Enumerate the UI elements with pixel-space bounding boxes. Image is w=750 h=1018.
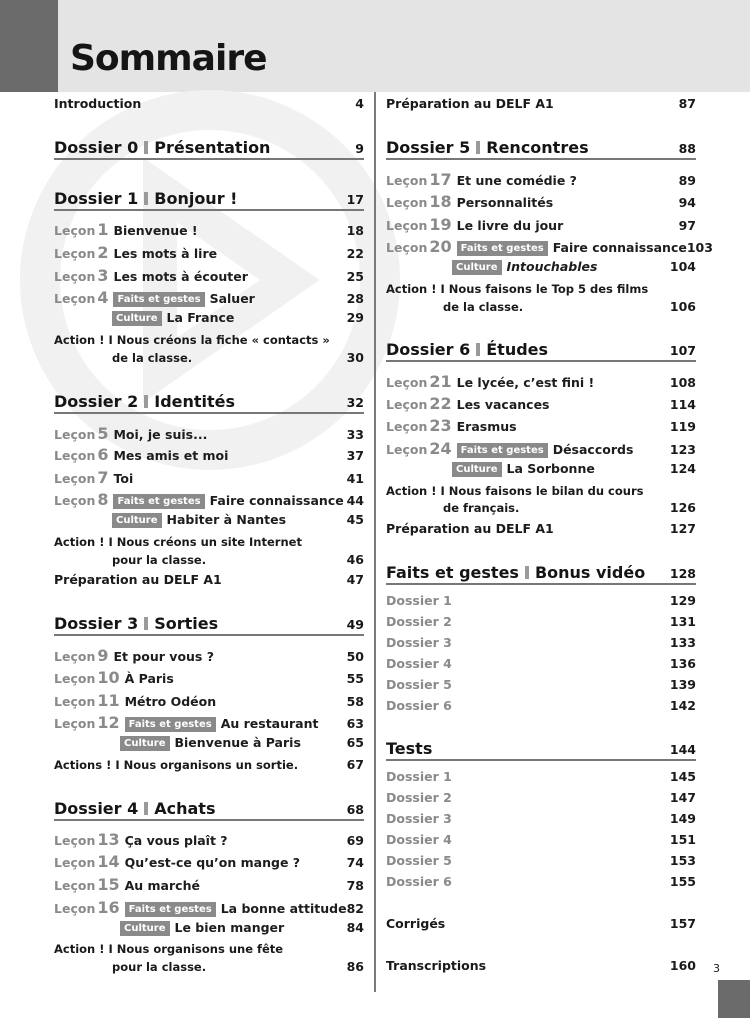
lecon-number: 3 — [97, 266, 109, 285]
toc-entry-lecon-19[interactable] — [386, 215, 696, 234]
lecon-title: Le lycée, c’est fini ! — [456, 375, 595, 390]
entry-label: Dossier 5 — [386, 677, 452, 692]
lecon-number: 12 — [97, 713, 120, 732]
lecon-number: 15 — [97, 875, 120, 894]
lecon-title: Moi, je suis... — [113, 427, 208, 442]
dossier-label: Dossier 4 — [54, 799, 139, 818]
entry-page: 87 — [678, 96, 696, 111]
dossier-name: Présentation — [154, 138, 271, 157]
lecon-title: Au restaurant — [220, 716, 319, 731]
section-header-dossier-1[interactable] — [54, 189, 364, 211]
page-number: 3 — [713, 962, 720, 975]
lecon-word: Leçon — [54, 694, 96, 709]
section-page: 68 — [346, 802, 364, 817]
culture-badge: Culture — [452, 462, 502, 477]
lecon-number: 20 — [429, 237, 452, 256]
entry-page: 46 — [346, 552, 364, 567]
toc-entry-delf-3[interactable] — [386, 521, 696, 536]
lecon-word: Leçon — [54, 833, 96, 848]
lecon-title: Métro Odéon — [124, 694, 217, 709]
toc-entry-delf-1[interactable] — [54, 572, 364, 587]
entry-label: Dossier 6 — [386, 874, 452, 889]
toc-entry-test-dossier-1[interactable] — [386, 769, 696, 784]
lecon-word: Leçon — [386, 375, 428, 390]
toc-entry-test-dossier-5[interactable] — [386, 853, 696, 868]
lecon-title: Personnalités — [456, 195, 554, 210]
lecon-number: 4 — [97, 288, 109, 307]
entry-label: Dossier 2 — [386, 790, 452, 805]
separator-bar — [144, 802, 148, 815]
dossier-name: Identités — [154, 392, 236, 411]
faits-et-gestes-badge: Faits et gestes — [457, 241, 548, 256]
entry-page: 4 — [355, 96, 364, 111]
entry-page: 108 — [669, 375, 696, 390]
lecon-number: 21 — [429, 372, 452, 391]
action-line: Action ! I Nous faisons le Top 5 des films — [386, 282, 649, 296]
entry-page: 147 — [669, 790, 696, 805]
lecon-number: 24 — [429, 439, 452, 458]
lecon-number: 6 — [97, 445, 109, 464]
toc-entry-lecon-24[interactable] — [386, 439, 696, 459]
lecon-word: Leçon — [54, 649, 96, 664]
culture-badge: Culture — [112, 311, 162, 326]
toc-entry-test-dossier-2[interactable] — [386, 790, 696, 805]
toc-entry-culture-1[interactable] — [112, 310, 364, 327]
section-page: 32 — [346, 395, 364, 410]
section-page: 88 — [678, 141, 696, 156]
entry-page: 103 — [686, 240, 713, 255]
entry-page: 63 — [346, 716, 364, 731]
lecon-word: Leçon — [386, 442, 428, 457]
toc-entry-bonus-dossier-2[interactable] — [386, 614, 696, 629]
column-divider — [374, 92, 376, 992]
entry-page: 28 — [346, 291, 364, 306]
toc-entry-culture-2[interactable] — [112, 512, 364, 529]
action-line-2: de français. — [443, 501, 520, 515]
lecon-number: 17 — [429, 170, 452, 189]
toc-entry-lecon-10[interactable] — [54, 668, 364, 687]
dossier-label: Dossier 1 — [54, 189, 139, 208]
section-label: Faits et gestes — [386, 563, 519, 582]
lecon-word: Leçon — [386, 173, 428, 188]
entry-page: 30 — [346, 350, 364, 365]
dossier-label: Dossier 3 — [54, 614, 139, 633]
toc-entry-lecon-6[interactable] — [54, 445, 364, 464]
entry-page: 106 — [669, 299, 696, 314]
toc-entry-lecon-7[interactable] — [54, 468, 364, 487]
entry-label: Transcriptions — [386, 958, 487, 973]
entry-label: Préparation au DELF A1 — [386, 96, 554, 111]
dossier-name: Sorties — [154, 614, 219, 633]
section-page: 128 — [669, 566, 696, 581]
toc-entry-lecon-22[interactable] — [386, 394, 696, 413]
lecon-title: Toi — [113, 471, 134, 486]
entry-page: 69 — [346, 833, 364, 848]
entry-label: Introduction — [54, 96, 142, 111]
entry-page: 45 — [346, 512, 364, 527]
lecon-title: Mes amis et moi — [113, 448, 229, 463]
action-line-2: pour la classe. — [112, 960, 207, 974]
separator-bar — [144, 141, 148, 154]
lecon-number: 19 — [429, 215, 452, 234]
culture-badge: Culture — [112, 513, 162, 528]
action-line-2: de la classe. — [112, 351, 193, 365]
toc-entry-corriges[interactable] — [386, 916, 696, 931]
entry-page: 160 — [669, 958, 696, 973]
lecon-word: Leçon — [54, 716, 96, 731]
entry-page: 149 — [669, 811, 696, 826]
section-header-dossier-5[interactable] — [386, 138, 696, 160]
toc-entry-delf-2[interactable] — [386, 96, 696, 111]
action-line: Action ! I Nous créons un site Internet — [54, 535, 302, 549]
entry-page: 145 — [669, 769, 696, 784]
entry-page: 123 — [669, 442, 696, 457]
action-line: Actions ! I Nous organisons un sortie. — [54, 758, 299, 772]
lecon-word: Leçon — [386, 195, 428, 210]
toc-entry-bonus-dossier-5[interactable] — [386, 677, 696, 692]
entry-label: Dossier 1 — [386, 593, 452, 608]
lecon-title: Erasmus — [456, 419, 517, 434]
separator-bar — [476, 343, 480, 356]
lecon-title: Et pour vous ? — [113, 649, 214, 664]
toc-entry-lecon-11[interactable] — [54, 691, 364, 710]
entry-page: 18 — [346, 223, 364, 238]
entry-label: Dossier 5 — [386, 853, 452, 868]
section-header-tests[interactable] — [386, 739, 696, 761]
toc-entry-culture-5[interactable] — [452, 259, 696, 276]
lecon-word: Leçon — [386, 240, 428, 255]
lecon-title: La bonne attitude — [220, 901, 347, 916]
section-page: 49 — [346, 617, 364, 632]
entry-page: 127 — [669, 521, 696, 536]
entry-page: 41 — [346, 471, 364, 486]
section-page: 17 — [346, 192, 364, 207]
toc-entry-lecon-23[interactable] — [386, 416, 696, 435]
lecon-title: Les mots à lire — [113, 246, 218, 261]
toc-entry-lecon-21[interactable] — [386, 372, 696, 391]
faits-et-gestes-badge: Faits et gestes — [113, 494, 204, 509]
section-header-dossier-0[interactable] — [54, 138, 364, 160]
lecon-number: 22 — [429, 394, 452, 413]
entry-page: 151 — [669, 832, 696, 847]
toc-entry-lecon-16[interactable] — [54, 898, 364, 918]
lecon-word: Leçon — [54, 901, 96, 916]
section-name: Bonus vidéo — [534, 563, 646, 582]
entry-page: 33 — [346, 427, 364, 442]
faits-et-gestes-badge: Faits et gestes — [457, 443, 548, 458]
entry-page: 157 — [669, 916, 696, 931]
toc-entry-culture-6[interactable] — [452, 461, 696, 478]
toc-entry-test-dossier-6[interactable] — [386, 874, 696, 889]
entry-page: 119 — [669, 419, 696, 434]
entry-page: 55 — [346, 671, 364, 686]
lecon-word: Leçon — [54, 671, 96, 686]
toc-entry-introduction[interactable] — [54, 96, 364, 111]
lecon-number: 9 — [97, 646, 109, 665]
entry-page: 74 — [346, 855, 364, 870]
action-line-2: pour la classe. — [112, 553, 207, 567]
lecon-title: Désaccords — [552, 442, 634, 457]
culture-title: Habiter à Nantes — [166, 512, 287, 527]
entry-page: 133 — [669, 635, 696, 650]
toc-entry-lecon-8[interactable] — [54, 490, 364, 510]
entry-page: 139 — [669, 677, 696, 692]
lecon-word: Leçon — [54, 471, 96, 486]
lecon-title: Qu’est-ce qu’on mange ? — [124, 855, 301, 870]
toc-entry-action-5[interactable] — [443, 299, 696, 314]
lecon-number: 16 — [97, 898, 120, 917]
entry-page: 44 — [346, 493, 364, 508]
lecon-word: Leçon — [54, 223, 96, 238]
culture-badge: Culture — [120, 921, 170, 936]
entry-page: 155 — [669, 874, 696, 889]
section-header-dossier-3[interactable] — [54, 614, 364, 636]
toc-entry-test-dossier-3[interactable] — [386, 811, 696, 826]
separator-bar — [525, 566, 529, 579]
lecon-number: 7 — [97, 468, 109, 487]
entry-label: Préparation au DELF A1 — [386, 521, 554, 536]
lecon-title: Les vacances — [456, 397, 550, 412]
faits-et-gestes-badge: Faits et gestes — [113, 292, 204, 307]
entry-page: 142 — [669, 698, 696, 713]
toc-entry-action-4[interactable] — [112, 959, 364, 974]
entry-page: 153 — [669, 853, 696, 868]
entry-page: 67 — [346, 757, 364, 772]
lecon-title: Au marché — [124, 878, 200, 893]
toc-entry-transcriptions[interactable] — [386, 958, 696, 973]
entry-label: Dossier 3 — [386, 811, 452, 826]
culture-title: Le bien manger — [174, 920, 285, 935]
entry-page: 37 — [346, 448, 364, 463]
toc-entry-action-1[interactable] — [112, 350, 364, 365]
lecon-number: 18 — [429, 192, 452, 211]
toc-entry-lecon-1[interactable] — [54, 220, 364, 239]
section-page: 107 — [669, 343, 696, 358]
lecon-word: Leçon — [54, 269, 96, 284]
toc-entry-action-6[interactable] — [443, 500, 696, 515]
culture-badge: Culture — [452, 260, 502, 275]
lecon-title: Faire connaissance — [552, 240, 687, 255]
corner-tab — [718, 980, 750, 1018]
faits-et-gestes-badge: Faits et gestes — [125, 902, 216, 917]
entry-page: 58 — [346, 694, 364, 709]
entry-page: 22 — [346, 246, 364, 261]
culture-title: Intouchables — [506, 259, 598, 274]
entry-page: 126 — [669, 500, 696, 515]
dossier-name: Rencontres — [486, 138, 589, 157]
lecon-word: Leçon — [386, 397, 428, 412]
lecon-number: 2 — [97, 243, 109, 262]
lecon-word: Leçon — [54, 855, 96, 870]
section-page: 144 — [669, 742, 696, 757]
section-header-faits-et-gestes[interactable] — [386, 563, 696, 585]
page-title: Sommaire — [70, 38, 267, 79]
lecon-number: 5 — [97, 424, 109, 443]
toc-entry-lecon-12[interactable] — [54, 713, 364, 733]
lecon-title: Faire connaissance — [209, 493, 344, 508]
culture-title: La Sorbonne — [506, 461, 595, 476]
section-page: 9 — [355, 141, 364, 156]
lecon-title: Saluer — [209, 291, 255, 306]
lecon-title: Et une comédie ? — [456, 173, 577, 188]
toc-entry-action-2[interactable] — [112, 552, 364, 567]
toc-entry-bonus-dossier-4[interactable] — [386, 656, 696, 671]
toc-entry-bonus-dossier-1[interactable] — [386, 593, 696, 608]
dossier-name: Bonjour ! — [154, 189, 238, 208]
culture-title: La France — [166, 310, 235, 325]
section-label: Tests — [386, 739, 433, 758]
entry-page: 114 — [669, 397, 696, 412]
entry-label: Dossier 1 — [386, 769, 452, 784]
separator-bar — [144, 395, 148, 408]
culture-title: Bienvenue à Paris — [174, 735, 301, 750]
dossier-label: Dossier 0 — [54, 138, 139, 157]
lecon-number: 11 — [97, 691, 120, 710]
action-line: Action ! I Nous créons la fiche « contacts » — [54, 333, 330, 347]
toc-entry-lecon-14[interactable] — [54, 852, 364, 871]
toc-entry-lecon-4[interactable] — [54, 288, 364, 308]
lecon-title: Le livre du jour — [456, 218, 564, 233]
lecon-title: Bienvenue ! — [113, 223, 198, 238]
entry-page: 25 — [346, 269, 364, 284]
action-line-2: de la classe. — [443, 300, 524, 314]
toc-entry-test-dossier-4[interactable] — [386, 832, 696, 847]
dossier-label: Dossier 6 — [386, 340, 471, 359]
entry-label: Dossier 2 — [386, 614, 452, 629]
section-header-dossier-4[interactable] — [54, 799, 364, 821]
lecon-title: À Paris — [124, 671, 174, 686]
lecon-word: Leçon — [54, 878, 96, 893]
lecon-word: Leçon — [54, 448, 96, 463]
lecon-title: Ça vous plaît ? — [124, 833, 228, 848]
entry-page: 104 — [669, 259, 696, 274]
entry-page: 78 — [346, 878, 364, 893]
lecon-word: Leçon — [54, 246, 96, 261]
entry-label: Dossier 4 — [386, 656, 452, 671]
entry-page: 94 — [678, 195, 696, 210]
lecon-number: 1 — [97, 220, 109, 239]
toc-entry-bonus-dossier-6[interactable] — [386, 698, 696, 713]
entry-page: 29 — [346, 310, 364, 325]
toc-entry-culture-4[interactable] — [120, 920, 364, 937]
toc-entry-bonus-dossier-3[interactable] — [386, 635, 696, 650]
entry-label: Dossier 4 — [386, 832, 452, 847]
section-header-dossier-6[interactable] — [386, 340, 696, 362]
lecon-word: Leçon — [386, 419, 428, 434]
toc-entry-action-3[interactable] — [54, 757, 364, 772]
entry-page: 129 — [669, 593, 696, 608]
dossier-label: Dossier 5 — [386, 138, 471, 157]
toc-entry-lecon-2[interactable] — [54, 243, 364, 262]
entry-page: 124 — [669, 461, 696, 476]
toc-entry-lecon-17[interactable] — [386, 170, 696, 189]
faits-et-gestes-badge: Faits et gestes — [125, 717, 216, 732]
lecon-word: Leçon — [54, 427, 96, 442]
entry-label: Préparation au DELF A1 — [54, 572, 222, 587]
lecon-number: 8 — [97, 490, 109, 509]
entry-page: 89 — [678, 173, 696, 188]
action-line: Action ! I Nous organisons une fête — [54, 942, 284, 956]
separator-bar — [144, 192, 148, 205]
entry-label: Dossier 6 — [386, 698, 452, 713]
lecon-word: Leçon — [54, 291, 96, 306]
dossier-name: Achats — [154, 799, 216, 818]
entry-page: 82 — [346, 901, 364, 916]
separator-bar — [476, 141, 480, 154]
entry-page: 86 — [346, 959, 364, 974]
toc-entry-lecon-9[interactable] — [54, 646, 364, 665]
lecon-word: Leçon — [386, 218, 428, 233]
toc-entry-lecon-15[interactable] — [54, 875, 364, 894]
lecon-number: 13 — [97, 830, 120, 849]
lecon-title: Les mots à écouter — [113, 269, 248, 284]
separator-bar — [144, 617, 148, 630]
lecon-number: 10 — [97, 668, 120, 687]
toc-entry-lecon-3[interactable] — [54, 266, 364, 285]
entry-page: 47 — [346, 572, 364, 587]
toc-entry-lecon-20[interactable] — [386, 237, 713, 257]
toc-entry-lecon-18[interactable] — [386, 192, 696, 211]
header-band-accent — [0, 0, 58, 92]
lecon-word: Leçon — [54, 493, 96, 508]
toc-entry-lecon-5[interactable] — [54, 424, 364, 443]
dossier-name: Études — [486, 340, 549, 359]
lecon-number: 23 — [429, 416, 452, 435]
entry-page: 84 — [346, 920, 364, 935]
entry-page: 65 — [346, 735, 364, 750]
entry-page: 136 — [669, 656, 696, 671]
toc-entry-lecon-13[interactable] — [54, 830, 364, 849]
section-header-dossier-2[interactable] — [54, 392, 364, 414]
action-line: Action ! I Nous faisons le bilan du cours — [386, 484, 644, 498]
entry-page: 97 — [678, 218, 696, 233]
entry-label: Dossier 3 — [386, 635, 452, 650]
entry-page: 50 — [346, 649, 364, 664]
dossier-label: Dossier 2 — [54, 392, 139, 411]
toc-entry-culture-3[interactable] — [120, 735, 364, 752]
entry-page: 131 — [669, 614, 696, 629]
entry-label: Corrigés — [386, 916, 446, 931]
lecon-number: 14 — [97, 852, 120, 871]
culture-badge: Culture — [120, 736, 170, 751]
